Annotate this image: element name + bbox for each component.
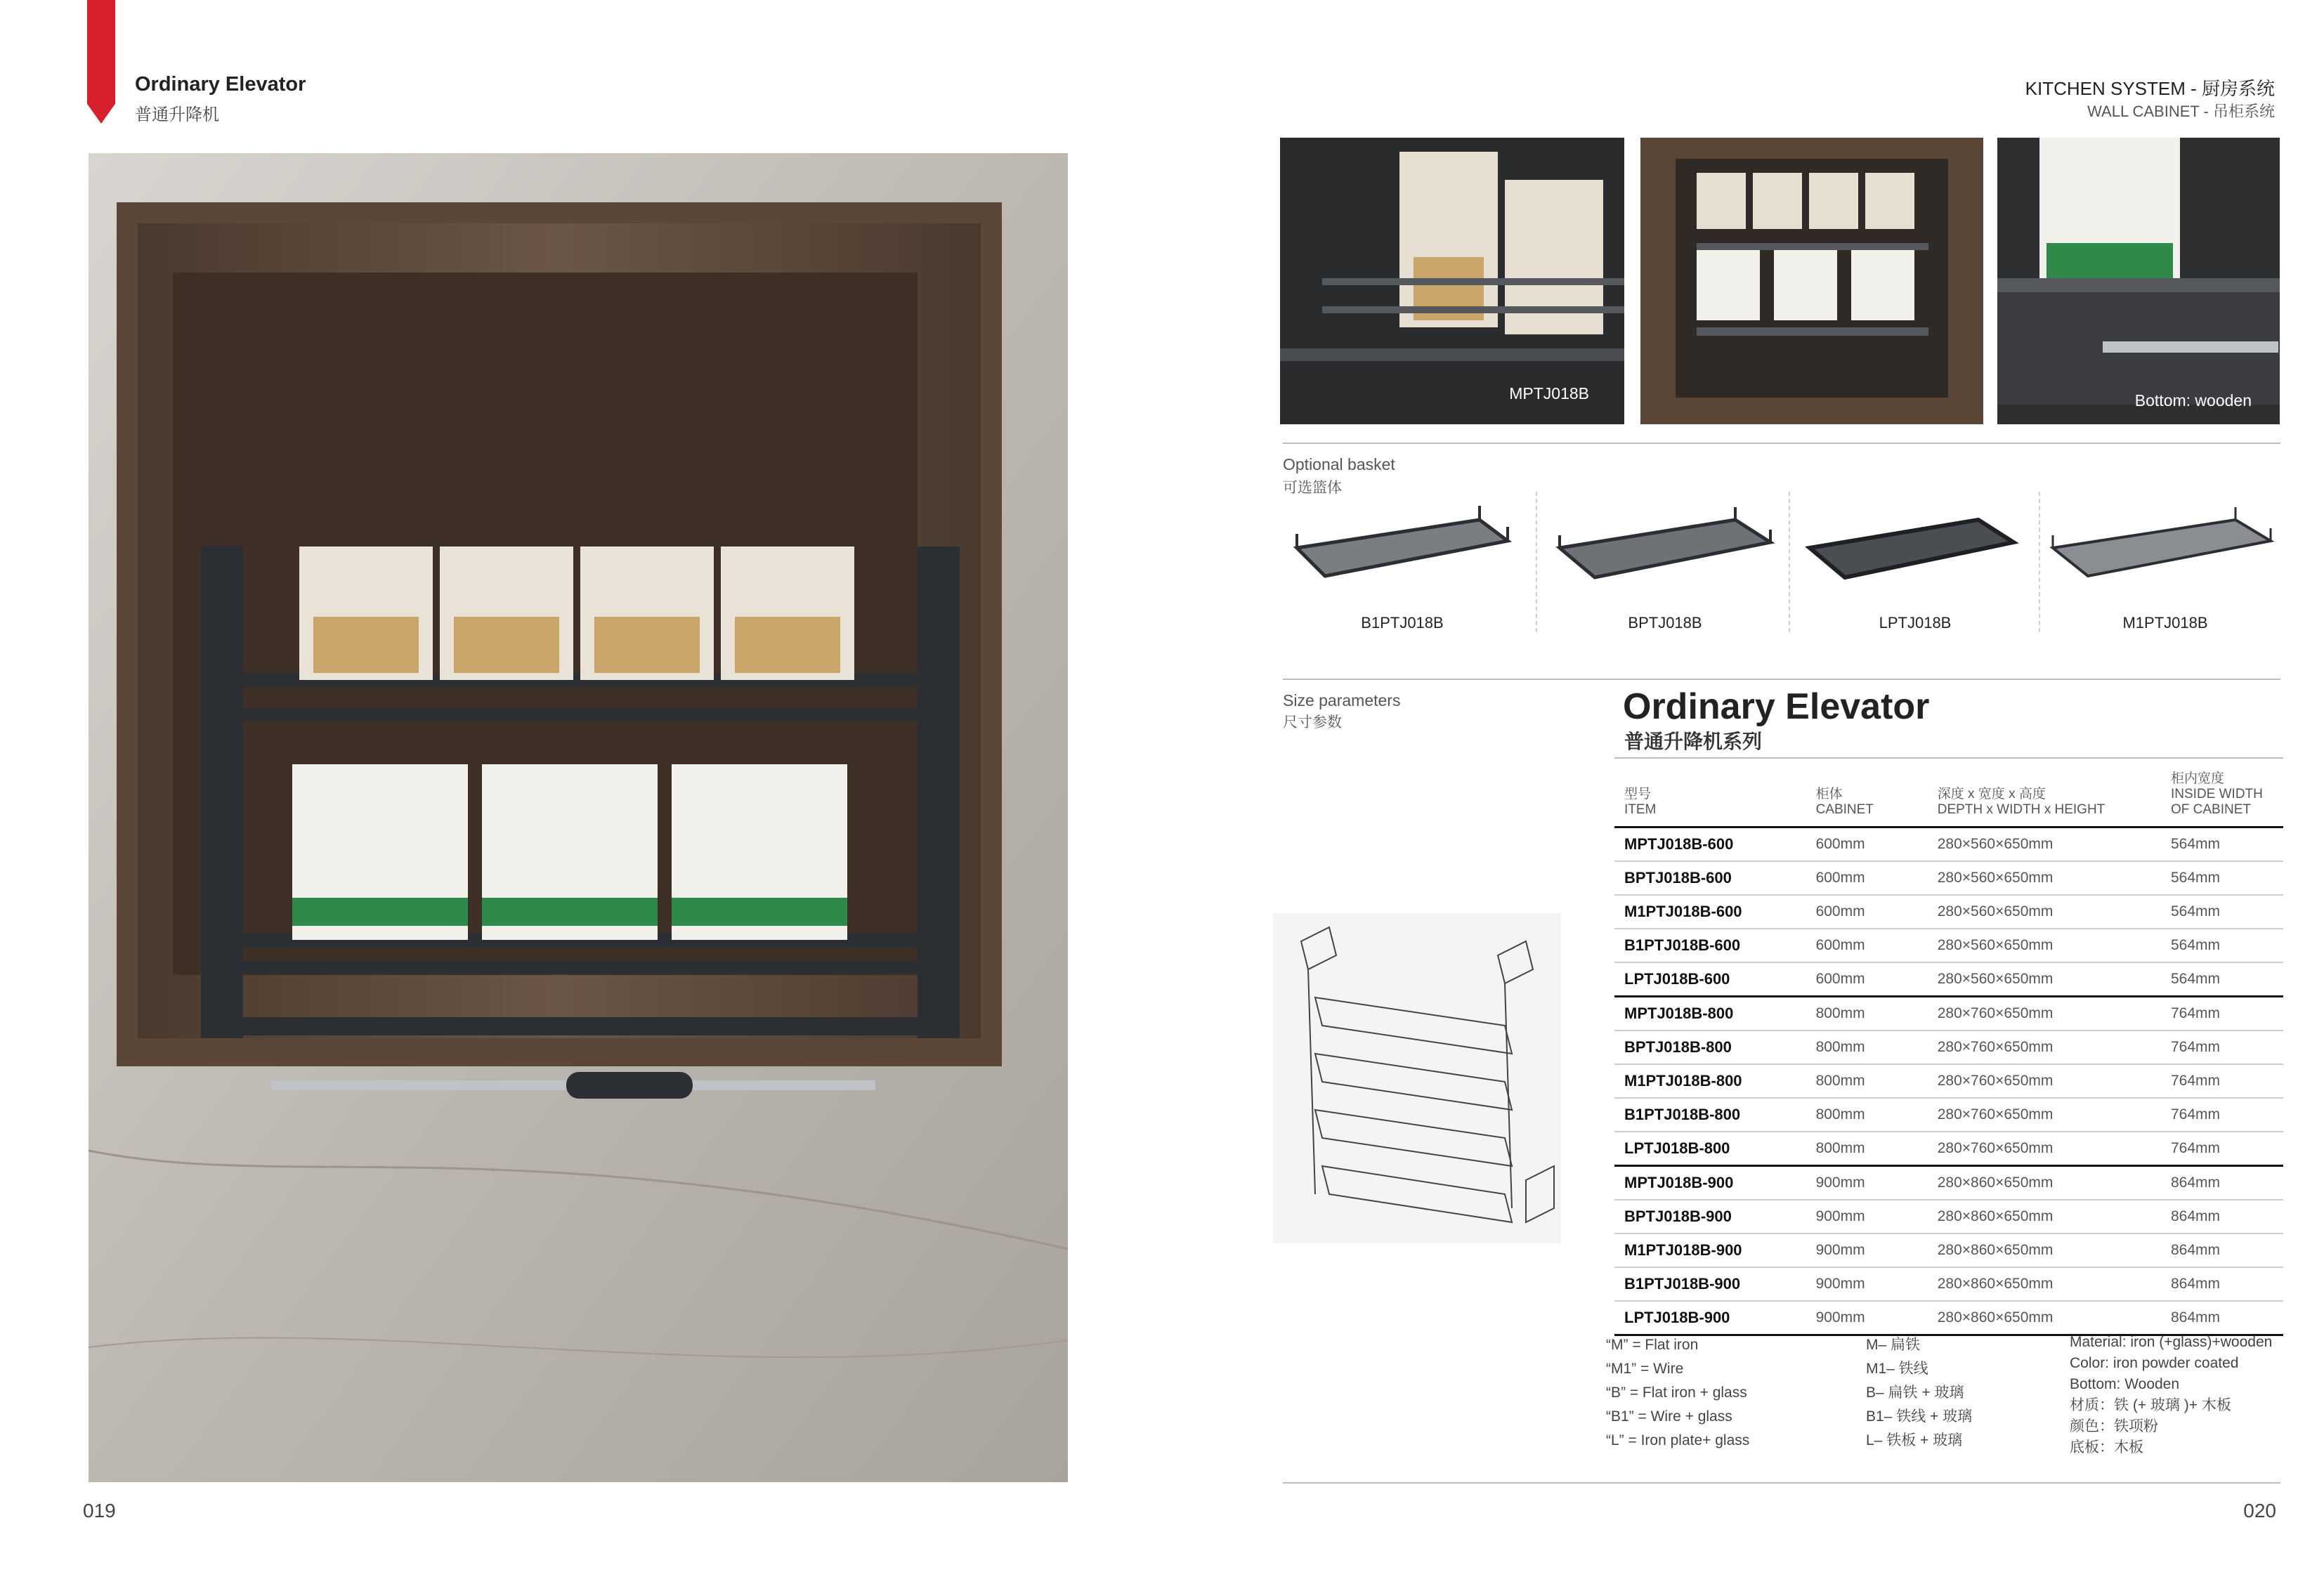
table-row bbox=[1614, 1200, 2283, 1234]
legend-en-item: “L” = Iron plate+ glass bbox=[1606, 1432, 1750, 1448]
optional-basket-title-cn: 可选篮体 bbox=[1283, 480, 1342, 496]
product-photo-3 bbox=[1997, 138, 2280, 424]
cell-inside-width: 564mm bbox=[2161, 861, 2283, 895]
divider bbox=[1283, 679, 2280, 680]
table-row bbox=[1614, 1166, 2283, 1200]
cell-item: B1PTJ018B-900 bbox=[1614, 1267, 1806, 1301]
table-row bbox=[1614, 1267, 2283, 1301]
cell-item: B1PTJ018B-600 bbox=[1614, 929, 1806, 962]
legend-cn-item: M1– 铁线 bbox=[1866, 1361, 1928, 1377]
table-row bbox=[1614, 1301, 2283, 1335]
spec-table bbox=[1614, 757, 2283, 1336]
cell-dimensions: 280×860×650mm bbox=[1928, 1234, 2161, 1267]
cell-cabinet: 800mm bbox=[1806, 1030, 1928, 1064]
cell-inside-width: 764mm bbox=[2161, 1030, 2283, 1064]
hero-illustration bbox=[89, 153, 1068, 1482]
basket-separator bbox=[1536, 492, 1537, 632]
cell-item: LPTJ018B-900 bbox=[1614, 1301, 1806, 1335]
cell-dimensions: 280×560×650mm bbox=[1928, 827, 2161, 862]
table-subtitle: 普通升降机系列 bbox=[1624, 731, 1763, 752]
table-row bbox=[1614, 1030, 2283, 1064]
basket-label: BPTJ018B bbox=[1628, 614, 1702, 632]
basket-illustration bbox=[1546, 492, 1784, 604]
divider bbox=[1283, 443, 2280, 444]
cell-inside-width: 564mm bbox=[2161, 929, 2283, 962]
legend-cn-item: M– 扁铁 bbox=[1866, 1337, 1921, 1353]
basket-m1ptj018b bbox=[2046, 492, 2285, 632]
legend-cn-item: B– 扁铁 + 玻璃 bbox=[1866, 1385, 1964, 1401]
photo-1-caption: MPTJ018B bbox=[1509, 384, 1589, 403]
product-photo-2 bbox=[1640, 138, 1983, 424]
cell-item: LPTJ018B-600 bbox=[1614, 962, 1806, 997]
basket-label: LPTJ018B bbox=[1879, 614, 1952, 632]
photo-1-illustration bbox=[1280, 138, 1624, 424]
cell-item: MPTJ018B-600 bbox=[1614, 827, 1806, 862]
basket-illustration bbox=[1283, 492, 1522, 604]
cell-cabinet: 900mm bbox=[1806, 1200, 1928, 1234]
page-number-right: 020 bbox=[2243, 1500, 2276, 1522]
cell-cabinet: 600mm bbox=[1806, 929, 1928, 962]
cell-inside-width: 764mm bbox=[2161, 1132, 2283, 1166]
col-dimensions bbox=[1928, 758, 2161, 827]
basket-b1ptj018b bbox=[1283, 492, 1522, 632]
photo-3-caption: Bottom: wooden bbox=[2134, 391, 2252, 410]
catalog-header: KITCHEN SYSTEM - 厨房系统 bbox=[2025, 78, 2275, 99]
table-row bbox=[1614, 1064, 2283, 1098]
material-line: Bottom: Wooden bbox=[2070, 1376, 2180, 1392]
cell-inside-width: 764mm bbox=[2161, 1064, 2283, 1098]
col-item-cn: 型号 bbox=[1624, 787, 1652, 801]
cell-dimensions: 280×760×650mm bbox=[1928, 1098, 2161, 1132]
cell-item: MPTJ018B-900 bbox=[1614, 1166, 1806, 1200]
cell-cabinet: 600mm bbox=[1806, 962, 1928, 997]
divider bbox=[1283, 1482, 2280, 1484]
legend-en-item: “M” = Flat iron bbox=[1606, 1337, 1699, 1353]
cell-cabinet: 900mm bbox=[1806, 1267, 1928, 1301]
table-row bbox=[1614, 962, 2283, 997]
col-dimensions-cn: 深度 x 宽度 x 高度 bbox=[1937, 787, 2046, 801]
basket-separator bbox=[1789, 492, 1790, 632]
cell-item: BPTJ018B-600 bbox=[1614, 861, 1806, 895]
legend-cn-item: L– 铁板 + 玻璃 bbox=[1866, 1432, 1963, 1448]
cell-cabinet: 600mm bbox=[1806, 895, 1928, 929]
cell-cabinet: 900mm bbox=[1806, 1234, 1928, 1267]
cell-dimensions: 280×560×650mm bbox=[1928, 962, 2161, 997]
cell-dimensions: 280×860×650mm bbox=[1928, 1166, 2161, 1200]
cell-inside-width: 564mm bbox=[2161, 895, 2283, 929]
col-cabinet bbox=[1806, 758, 1928, 827]
hero-product-photo bbox=[89, 153, 1068, 1482]
cell-item: BPTJ018B-900 bbox=[1614, 1200, 1806, 1234]
cell-dimensions: 280×860×650mm bbox=[1928, 1267, 2161, 1301]
table-row bbox=[1614, 827, 2283, 862]
material-line: 颜色：铁项粉 bbox=[2070, 1418, 2158, 1434]
photo-3-illustration bbox=[1997, 138, 2280, 424]
cell-cabinet: 800mm bbox=[1806, 1064, 1928, 1098]
table-row bbox=[1614, 861, 2283, 895]
table-row bbox=[1614, 929, 2283, 962]
cell-inside-width: 564mm bbox=[2161, 827, 2283, 862]
table-row bbox=[1614, 997, 2283, 1031]
material-notes bbox=[2070, 1332, 2309, 1458]
legend-cn-item: B1– 铁线 + 玻璃 bbox=[1866, 1408, 1973, 1425]
cell-dimensions: 280×860×650mm bbox=[1928, 1200, 2161, 1234]
cell-cabinet: 800mm bbox=[1806, 1098, 1928, 1132]
legend-en-item: “B1” = Wire + glass bbox=[1606, 1408, 1732, 1425]
basket-bptj018b bbox=[1546, 492, 1784, 632]
cell-item: B1PTJ018B-800 bbox=[1614, 1098, 1806, 1132]
cell-cabinet: 900mm bbox=[1806, 1166, 1928, 1200]
col-inside-width-en: INSIDE WIDTH OF CABINET bbox=[2171, 787, 2263, 817]
cell-item: LPTJ018B-800 bbox=[1614, 1132, 1806, 1166]
cell-inside-width: 864mm bbox=[2161, 1234, 2283, 1267]
cell-dimensions: 280×560×650mm bbox=[1928, 929, 2161, 962]
section-title-cn: 普通升降机 bbox=[135, 105, 219, 124]
cell-cabinet: 900mm bbox=[1806, 1301, 1928, 1335]
legend-en-item: “M1” = Wire bbox=[1606, 1361, 1684, 1377]
size-params-title-cn: 尺寸参数 bbox=[1283, 714, 1342, 731]
cell-cabinet: 600mm bbox=[1806, 827, 1928, 862]
cell-dimensions: 280×760×650mm bbox=[1928, 1064, 2161, 1098]
col-cabinet-cn: 柜体 bbox=[1815, 787, 1843, 801]
col-inside-width-cn: 柜内宽度 bbox=[2171, 771, 2225, 786]
product-photo-1 bbox=[1280, 138, 1624, 424]
cell-cabinet: 800mm bbox=[1806, 997, 1928, 1031]
basket-separator bbox=[2039, 492, 2040, 632]
size-params-title: Size parameters bbox=[1283, 691, 1401, 709]
page-number-left: 019 bbox=[83, 1500, 116, 1522]
drawing-illustration bbox=[1273, 913, 1561, 1243]
cell-dimensions: 280×560×650mm bbox=[1928, 861, 2161, 895]
table-row bbox=[1614, 895, 2283, 929]
basket-label: M1PTJ018B bbox=[2122, 614, 2208, 632]
cell-item: M1PTJ018B-900 bbox=[1614, 1234, 1806, 1267]
cell-dimensions: 280×760×650mm bbox=[1928, 1132, 2161, 1166]
material-line: 材质：铁 (+ 玻璃 )+ 木板 bbox=[2070, 1397, 2231, 1413]
cell-item: MPTJ018B-800 bbox=[1614, 997, 1806, 1031]
cell-cabinet: 800mm bbox=[1806, 1132, 1928, 1166]
col-cabinet-en: CABINET bbox=[1815, 802, 1874, 817]
basket-illustration bbox=[1796, 492, 2035, 604]
cell-item: M1PTJ018B-600 bbox=[1614, 895, 1806, 929]
cell-inside-width: 864mm bbox=[2161, 1200, 2283, 1234]
cell-dimensions: 280×560×650mm bbox=[1928, 895, 2161, 929]
basket-label: B1PTJ018B bbox=[1361, 614, 1444, 632]
optional-basket-title: Optional basket bbox=[1283, 455, 1395, 473]
basket-illustration bbox=[2046, 492, 2285, 604]
photo-2-illustration bbox=[1640, 138, 1983, 424]
table-title: Ordinary Elevator bbox=[1623, 686, 1930, 727]
catalog-subheader: WALL CABINET - 吊柜系统 bbox=[2087, 103, 2275, 120]
cell-inside-width: 764mm bbox=[2161, 1098, 2283, 1132]
cell-dimensions: 280×760×650mm bbox=[1928, 997, 2161, 1031]
spec-table-header bbox=[1614, 758, 2283, 827]
cell-dimensions: 280×860×650mm bbox=[1928, 1301, 2161, 1335]
table-row bbox=[1614, 1098, 2283, 1132]
section-title-en: Ordinary Elevator bbox=[135, 73, 306, 96]
cell-inside-width: 864mm bbox=[2161, 1301, 2283, 1335]
table-row bbox=[1614, 1132, 2283, 1166]
col-inside-width bbox=[2161, 758, 2283, 827]
cell-dimensions: 280×760×650mm bbox=[1928, 1030, 2161, 1064]
material-line: Material: iron (+glass)+wooden bbox=[2070, 1334, 2273, 1350]
basket-lptj018b bbox=[1796, 492, 2035, 632]
cell-item: BPTJ018B-800 bbox=[1614, 1030, 1806, 1064]
section-tab-marker bbox=[87, 0, 115, 124]
legend-en-item: “B” = Flat iron + glass bbox=[1606, 1385, 1747, 1401]
material-line: 底板：木板 bbox=[2070, 1439, 2143, 1455]
cell-cabinet: 600mm bbox=[1806, 861, 1928, 895]
cell-inside-width: 864mm bbox=[2161, 1166, 2283, 1200]
cell-inside-width: 764mm bbox=[2161, 997, 2283, 1031]
cell-item: M1PTJ018B-800 bbox=[1614, 1064, 1806, 1098]
legend-cn bbox=[1866, 1333, 2077, 1453]
technical-drawing bbox=[1273, 913, 1561, 1243]
material-line: Color: iron powder coated bbox=[2070, 1355, 2239, 1371]
table-row bbox=[1614, 1234, 2283, 1267]
col-dimensions-en: DEPTH x WIDTH x HEIGHT bbox=[1937, 802, 2106, 817]
cell-inside-width: 864mm bbox=[2161, 1267, 2283, 1301]
col-item bbox=[1614, 758, 1806, 827]
cell-inside-width: 564mm bbox=[2161, 962, 2283, 997]
col-item-en: ITEM bbox=[1624, 802, 1657, 817]
